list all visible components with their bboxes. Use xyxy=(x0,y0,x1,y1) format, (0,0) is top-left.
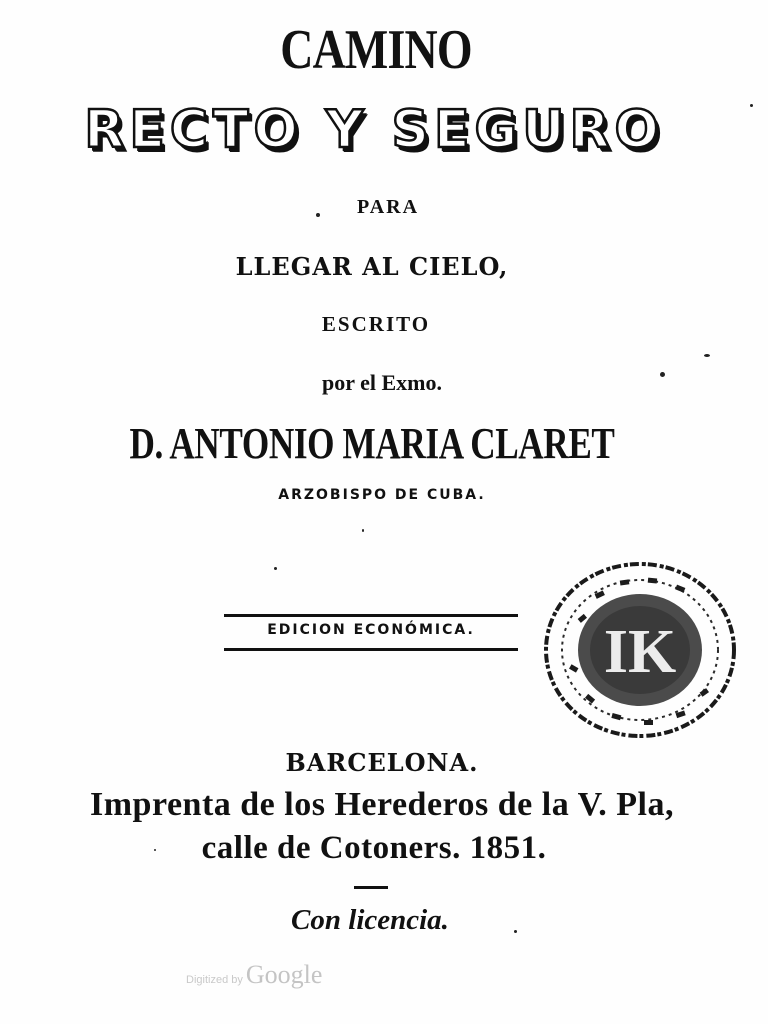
stamp-monogram: IK xyxy=(603,618,677,686)
ink-speck xyxy=(514,930,517,933)
author-name: D. ANTONIO MARIA CLARET xyxy=(129,419,615,468)
imprint-city: BARCELONA. xyxy=(285,748,479,777)
book-title-line-1: CAMINO xyxy=(280,19,472,81)
license-line: Con licencia. xyxy=(291,904,449,936)
subtitle-para: PARA xyxy=(356,196,420,218)
google-logo-icon: Google xyxy=(245,960,323,989)
ink-speck xyxy=(316,213,320,217)
author-role: ARZOBISPO DE CUBA. xyxy=(278,487,486,503)
edition-rule-bottom xyxy=(224,648,518,651)
ink-speck xyxy=(362,529,364,532)
imprint-street-year: calle de Cotoners. 1851. xyxy=(201,830,547,866)
ink-speck xyxy=(274,567,277,570)
ink-speck xyxy=(154,849,156,851)
edition-rule-top xyxy=(224,614,518,617)
subtitle-escrito: ESCRITO xyxy=(321,312,431,336)
ink-speck xyxy=(750,104,753,107)
subtitle-por: por el Exmo. xyxy=(322,370,442,395)
book-title-line-2: RECTO Y SEGURO xyxy=(84,100,664,160)
edition-label: EDICION ECONÓMICA. xyxy=(267,622,475,638)
imprint-printer: Imprenta de los Herederos de la V. Pla, xyxy=(90,786,674,823)
subtitle-llegar: LLEGAR AL CIELO, xyxy=(235,252,509,281)
library-seal-stamp-icon xyxy=(540,556,750,746)
watermark-prefix: Digitized by xyxy=(186,974,243,986)
ink-speck xyxy=(660,372,665,377)
separator-dash xyxy=(354,886,388,889)
google-digitized-watermark xyxy=(186,960,322,990)
ink-speck xyxy=(704,354,710,357)
